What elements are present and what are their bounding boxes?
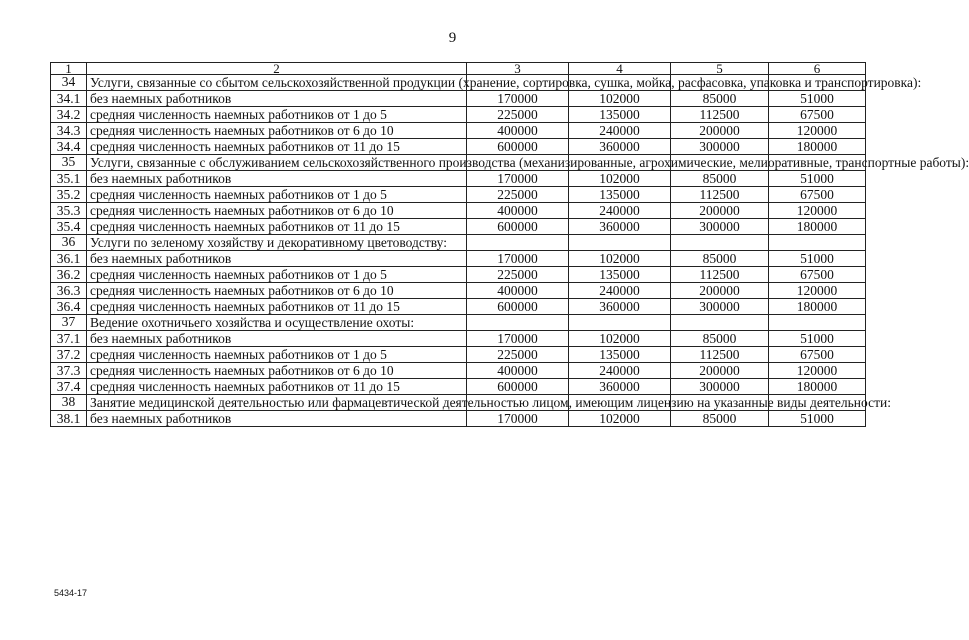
row-label: средняя численность наемных работников от 1 до 5 [87, 347, 467, 363]
row-label: без наемных работников [87, 251, 467, 267]
table-row [51, 171, 866, 187]
value-cell: 102000 [569, 331, 671, 347]
value-cell: 67500 [769, 347, 866, 363]
empty-cell [769, 315, 866, 331]
value-cell: 180000 [769, 379, 866, 395]
column-header: 2 [87, 63, 467, 75]
row-number: 38 [51, 395, 87, 411]
value-cell: 85000 [671, 171, 769, 187]
section-row [51, 155, 866, 171]
value-cell: 180000 [769, 139, 866, 155]
row-number: 36.1 [51, 251, 87, 267]
row-number: 34.2 [51, 107, 87, 123]
row-number: 35.2 [51, 187, 87, 203]
value-cell: 240000 [569, 123, 671, 139]
value-cell: 85000 [671, 331, 769, 347]
table-row [51, 283, 866, 299]
row-label: без наемных работников [87, 331, 467, 347]
value-cell: 120000 [769, 123, 866, 139]
row-label: средняя численность наемных работников от 11 до 15 [87, 219, 467, 235]
value-cell: 51000 [769, 251, 866, 267]
row-number: 36.4 [51, 299, 87, 315]
column-header: 3 [467, 63, 569, 75]
value-cell: 51000 [769, 411, 866, 427]
value-cell: 360000 [569, 139, 671, 155]
section-title: Ведение охотничьего хозяйства и осуществление охоты: [87, 315, 467, 331]
value-cell: 300000 [671, 299, 769, 315]
row-number: 36.2 [51, 267, 87, 283]
value-cell: 180000 [769, 299, 866, 315]
value-cell: 102000 [569, 91, 671, 107]
value-cell: 85000 [671, 251, 769, 267]
row-label: без наемных работников [87, 411, 467, 427]
value-cell: 360000 [569, 219, 671, 235]
table-row [51, 187, 866, 203]
value-cell: 170000 [467, 251, 569, 267]
row-label: средняя численность наемных работников от 6 до 10 [87, 123, 467, 139]
value-cell: 112500 [671, 187, 769, 203]
row-label: средняя численность наемных работников от 11 до 15 [87, 299, 467, 315]
row-label: средняя численность наемных работников от 11 до 15 [87, 379, 467, 395]
column-header: 1 [51, 63, 87, 75]
row-number: 36.3 [51, 283, 87, 299]
value-cell: 300000 [671, 139, 769, 155]
row-number: 37.3 [51, 363, 87, 379]
value-cell: 67500 [769, 187, 866, 203]
value-cell: 135000 [569, 107, 671, 123]
table-row [51, 219, 866, 235]
value-cell: 120000 [769, 363, 866, 379]
table-row [51, 267, 866, 283]
empty-cell [671, 315, 769, 331]
value-cell: 51000 [769, 91, 866, 107]
value-cell: 360000 [569, 299, 671, 315]
value-cell: 135000 [569, 347, 671, 363]
row-number: 34.4 [51, 139, 87, 155]
row-label: средняя численность наемных работников от 11 до 15 [87, 139, 467, 155]
column-header: 4 [569, 63, 671, 75]
table-row [51, 331, 866, 347]
column-header: 5 [671, 63, 769, 75]
row-number: 38.1 [51, 411, 87, 427]
value-cell: 600000 [467, 139, 569, 155]
value-cell: 225000 [467, 347, 569, 363]
value-cell: 200000 [671, 283, 769, 299]
value-cell: 112500 [671, 107, 769, 123]
section-title: Услуги, связанные со сбытом сельскохозяйственной продукции (хранение, сортировка, сушка, мойка, расфасовка, упаковка и транспортировка): [87, 75, 467, 91]
value-cell: 135000 [569, 267, 671, 283]
section-title: Услуги, связанные с обслуживанием сельскохозяйственного производства (механизированные, агрохимические, мелиоративные, транспортные работы): [87, 155, 467, 171]
value-cell: 400000 [467, 283, 569, 299]
empty-cell [671, 235, 769, 251]
row-label: средняя численность наемных работников от 6 до 10 [87, 283, 467, 299]
section-row [51, 75, 866, 91]
value-cell: 112500 [671, 347, 769, 363]
value-cell: 112500 [671, 267, 769, 283]
row-number: 37.1 [51, 331, 87, 347]
row-number: 37 [51, 315, 87, 331]
table-body [51, 74, 969, 427]
value-cell: 400000 [467, 203, 569, 219]
empty-cell [569, 315, 671, 331]
table-row [51, 363, 866, 379]
value-cell: 400000 [467, 123, 569, 139]
value-cell: 85000 [671, 411, 769, 427]
row-number: 36 [51, 235, 87, 251]
row-number: 35.4 [51, 219, 87, 235]
table-row [51, 347, 866, 363]
value-cell: 120000 [769, 203, 866, 219]
value-cell: 200000 [671, 123, 769, 139]
value-cell: 67500 [769, 267, 866, 283]
section-row [51, 315, 866, 331]
row-label: без наемных работников [87, 91, 467, 107]
empty-cell [769, 235, 866, 251]
value-cell: 170000 [467, 331, 569, 347]
value-cell: 400000 [467, 363, 569, 379]
value-cell: 200000 [671, 203, 769, 219]
value-cell: 85000 [671, 91, 769, 107]
column-header: 6 [769, 63, 866, 75]
value-cell: 102000 [569, 411, 671, 427]
value-cell: 67500 [769, 107, 866, 123]
row-number: 34.3 [51, 123, 87, 139]
value-cell: 170000 [467, 91, 569, 107]
rates-table [50, 61, 969, 427]
row-number: 35.3 [51, 203, 87, 219]
row-number: 34 [51, 75, 87, 91]
value-cell: 360000 [569, 379, 671, 395]
value-cell: 225000 [467, 267, 569, 283]
section-title: Услуги по зеленому хозяйству и декоративному цветоводству: [87, 235, 467, 251]
row-number: 37.2 [51, 347, 87, 363]
row-label: без наемных работников [87, 171, 467, 187]
table-row [51, 203, 866, 219]
row-number: 34.1 [51, 91, 87, 107]
value-cell: 170000 [467, 171, 569, 187]
row-number: 35 [51, 155, 87, 171]
table-row [51, 123, 866, 139]
value-cell: 300000 [671, 219, 769, 235]
table-row [51, 411, 866, 427]
value-cell: 600000 [467, 379, 569, 395]
value-cell: 51000 [769, 331, 866, 347]
row-number: 37.4 [51, 379, 87, 395]
value-cell: 225000 [467, 107, 569, 123]
table-row [51, 139, 866, 155]
empty-cell [467, 315, 569, 331]
value-cell: 600000 [467, 299, 569, 315]
page-number: 9 [448, 30, 457, 46]
value-cell: 180000 [769, 219, 866, 235]
table-row [51, 107, 866, 123]
table-row [51, 379, 866, 395]
value-cell: 600000 [467, 219, 569, 235]
value-cell: 102000 [569, 251, 671, 267]
row-label: средняя численность наемных работников от 1 до 5 [87, 107, 467, 123]
value-cell: 120000 [769, 283, 866, 299]
table-row [51, 251, 866, 267]
section-row [51, 235, 866, 251]
empty-cell [569, 235, 671, 251]
row-label: средняя численность наемных работников от 6 до 10 [87, 363, 467, 379]
value-cell: 300000 [671, 379, 769, 395]
value-cell: 225000 [467, 187, 569, 203]
table-row [51, 91, 866, 107]
table-row [51, 299, 866, 315]
row-label: средняя численность наемных работников от 1 до 5 [87, 267, 467, 283]
value-cell: 200000 [671, 363, 769, 379]
value-cell: 240000 [569, 363, 671, 379]
value-cell: 240000 [569, 283, 671, 299]
section-title: Занятие медицинской деятельностью или фармацевтической деятельностью лицом, имеющим лицензию на указанные виды деятельности: [87, 395, 467, 411]
value-cell: 240000 [569, 203, 671, 219]
column-number-row [51, 63, 866, 75]
empty-cell [467, 235, 569, 251]
footer-code: 5434-17 [54, 588, 88, 598]
row-label: средняя численность наемных работников от 6 до 10 [87, 203, 467, 219]
value-cell: 170000 [467, 411, 569, 427]
value-cell: 135000 [569, 187, 671, 203]
row-label: средняя численность наемных работников от 1 до 5 [87, 187, 467, 203]
row-number: 35.1 [51, 171, 87, 187]
value-cell: 51000 [769, 171, 866, 187]
section-row [51, 395, 866, 411]
value-cell: 102000 [569, 171, 671, 187]
